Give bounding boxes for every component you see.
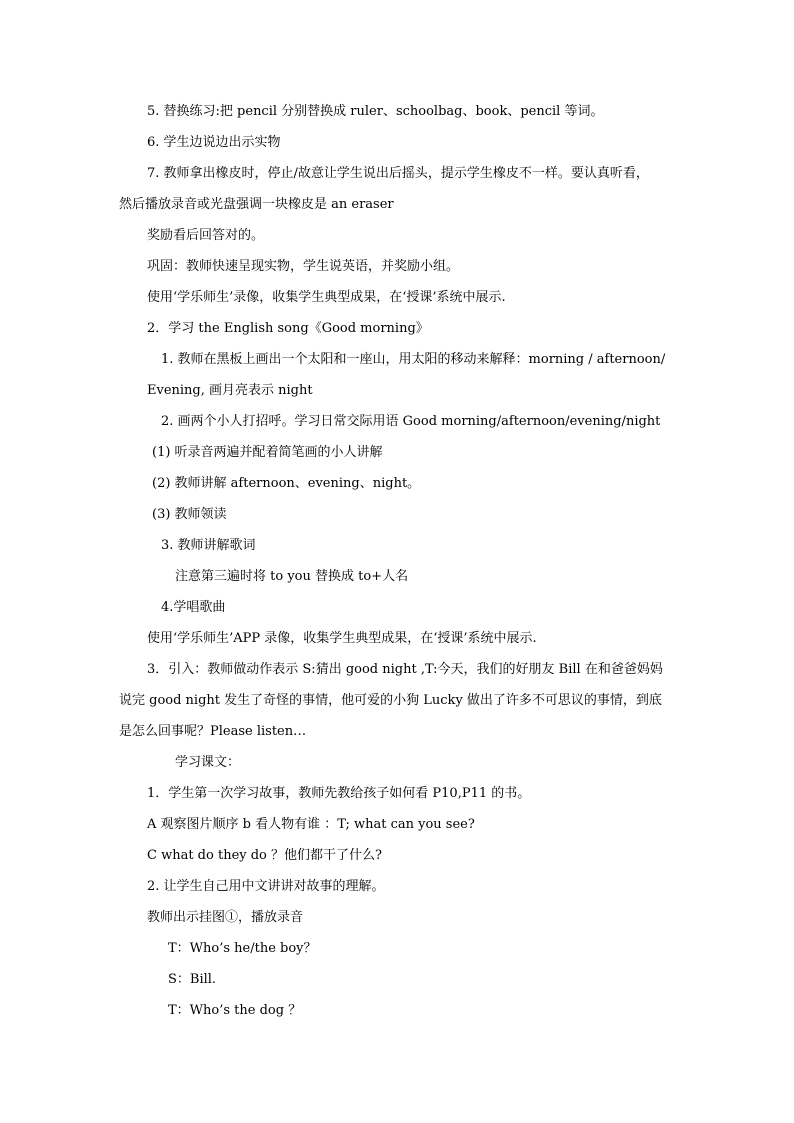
text-line: 3．引入：教师做动作表示 S:猜出 good night ,T:今天，我们的好朋友 Bill 在和爸爸妈妈 (147, 662, 663, 677)
text-line: 3. 教师讲解歌词 (161, 538, 256, 553)
text-line: 说完 good night 发生了奇怪的事情，他可爱的小狗 Lucky 做出了许多不可思议的事情，到底 (119, 693, 662, 708)
text-line: 使用‘学乐师生’录像，收集学生典型成果，在‘授课’系统中展示. (147, 290, 506, 305)
text-line: 2. 让学生自己用中文讲讲对故事的理解。 (147, 879, 385, 894)
text-line: 1. 教师在黑板上画出一个太阳和一座山，用太阳的移动来解释：morning / afternoon/ (161, 352, 666, 367)
text-line: 6. 学生边说边出示实物 (147, 135, 281, 150)
text-line: Evening, 画月亮表示 night (147, 383, 313, 398)
text-line: 注意第三遍时将 to you 替换成 to+人名 (175, 569, 409, 584)
text-line: 4.学唱歌曲 (161, 600, 226, 615)
text-line: C what do they do ？他们都干了什么? (147, 848, 382, 863)
text-line: (1) 听录音两遍并配着简笔画的小人讲解 (152, 445, 383, 460)
text-line: 使用‘学乐师生’APP 录像，收集学生典型成果，在‘授课’系统中展示. (147, 631, 537, 646)
text-line: A 观察图片顺序 b 看人物有谁 ：T; what can you see? (147, 817, 475, 832)
text-line: 是怎么回事呢？Please listen… (119, 724, 307, 739)
text-line: S：Bill. (168, 972, 217, 987)
text-line: T：Who’s the dog ？ (168, 1003, 302, 1018)
text-line: 然后播放录音或光盘强调一块橡皮是 an eraser (119, 197, 394, 212)
text-line: 2. 画两个小人打招呼。学习日常交际用语 Good morning/afternoon/evening/night (161, 414, 661, 429)
text-line: (3) 教师领读 (152, 507, 227, 522)
text-line: 巩固：教师快速呈现实物，学生说英语，并奖励小组。 (147, 259, 460, 274)
text-line: 奖励看后回答对的。 (147, 228, 265, 243)
text-line: 5. 替换练习:把 pencil 分别替换成 ruler、schoolbag、book、pencil 等词。 (147, 104, 604, 119)
text-line: 1．学生第一次学习故事，教师先教给孩子如何看 P10,P11 的书。 (147, 786, 531, 801)
text-line: 7. 教师拿出橡皮时，停止/故意让学生说出后摇头，提示学生橡皮不一样。要认真听看， (147, 166, 649, 181)
text-line: 教师出示挂图①，播放录音 (147, 910, 304, 925)
text-line: 学习课文： (175, 755, 241, 770)
text-line: T：Who’s he/the boy？ (168, 941, 317, 956)
text-line: 2．学习 the English song《Good morning》 (147, 321, 429, 336)
text-line: (2) 教师讲解 afternoon、evening、night。 (152, 476, 421, 491)
